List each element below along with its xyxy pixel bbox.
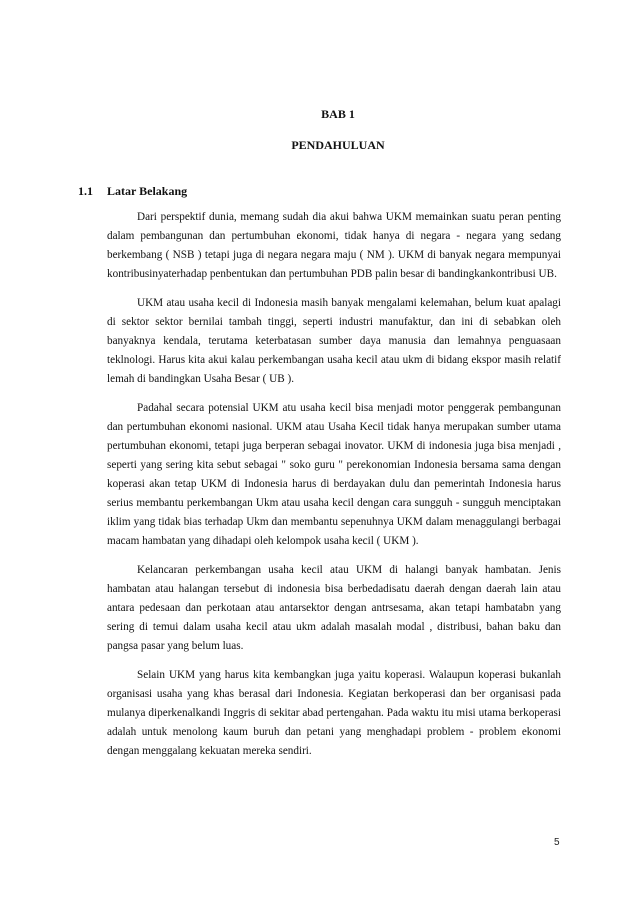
paragraph-4: Kelancaran perkembangan usaha kecil atau UKM di halangi banyak hambatan. Jenis hambatan atau halangan tersebut di indonesia bisa berbedadisatu daerah dengan daerah lain atau antara pedesaan dan perkotaan atau antarsektor dengan antrsesama, akan tetapi hambatabn yang sering di temui dalam usaha kecil atau ukm adalah masalah modal , distribusi, bahan baku dan pangsa pasar yang belum luas. (107, 564, 561, 652)
page-number: 5 (554, 837, 560, 848)
body-text (107, 208, 561, 771)
paragraph-3: Padahal secara potensial UKM atu usaha kecil bisa menjadi motor penggerak pembangunan dan pertumbuhan ekonomi nasional. UKM atau Usaha Kecil tidak hanya merupakan sumber utama pertumbuhan ekonomi, tetapi juga berperan sebagai inovator. UKM di indonesia juga bisa menjadi , seperti yang sering kita sebut sebagai " soko guru " perekonomian Indonesia bersama sama dengan koperasi akan tetap UKM di Indonesia harus di berdayakan dulu dan pemerintah Indonesia harus serius membantu perkembangan Ukm atau usaha kecil dengan cara sungguh - sungguh menciptakan iklim yang tidak bias terhadap Ukm dan membantu sepenuhnya UKM dalam menaggulangi berbagai macam hambatan yang dihadapi oleh kelompok usaha kecil ( UKM ). (107, 402, 561, 547)
chapter-label: BAB 1 (321, 107, 355, 121)
paragraph-5: Selain UKM yang harus kita kembangkan juga yaitu koperasi. Walaupun koperasi bukanlah organisasi usaha yang khas berasal dari Indonesia. Kegiatan berkoperasi dan ber organisasi pada mulanya diperkenalkandi Inggris di sekitar abad pertengahan. Pada waktu itu misi utama berkoperasi adalah untuk menolong kaum buruh dan petani yang menghadapi problem - problem ekonomi dengan menggalang kekuatan mereka sendiri. (107, 669, 561, 757)
paragraph-1: Dari perspektif dunia, memang sudah dia akui bahwa UKM memainkan suatu peran penting dalam pembangunan dan pertumbuhan ekonomi, tidak hanya di negara - negara yang sedang berkembang ( NSB ) tetapi juga di negara negara maju ( NM ). UKM di banyak negara mempunyai kontribusinyaterhadap penbentukan dan pertumbuhan PDB palin besar di bandingkankontribusi UB. (107, 211, 561, 280)
paragraph-2: UKM atau usaha kecil di Indonesia masih banyak mengalami kelemahan, belum kuat apalagi di sektor sektor bernilai tambah tinggi, seperti industri manufaktur, dan ini di sebabkan oleh banyaknya kendala, terutama keterbatasan sumber daya manusia dan lemahnya penguasaan teklnologi. Harus kita akui kalau perkembangan usaha kecil atau ukm di bidang ekspor masih relatif lemah di bandingkan Usaha Besar ( UB ). (107, 297, 561, 385)
section-number: 1.1 (78, 184, 93, 198)
chapter-title: PENDAHULUAN (291, 138, 385, 152)
section-title: Latar Belakang (107, 184, 188, 198)
